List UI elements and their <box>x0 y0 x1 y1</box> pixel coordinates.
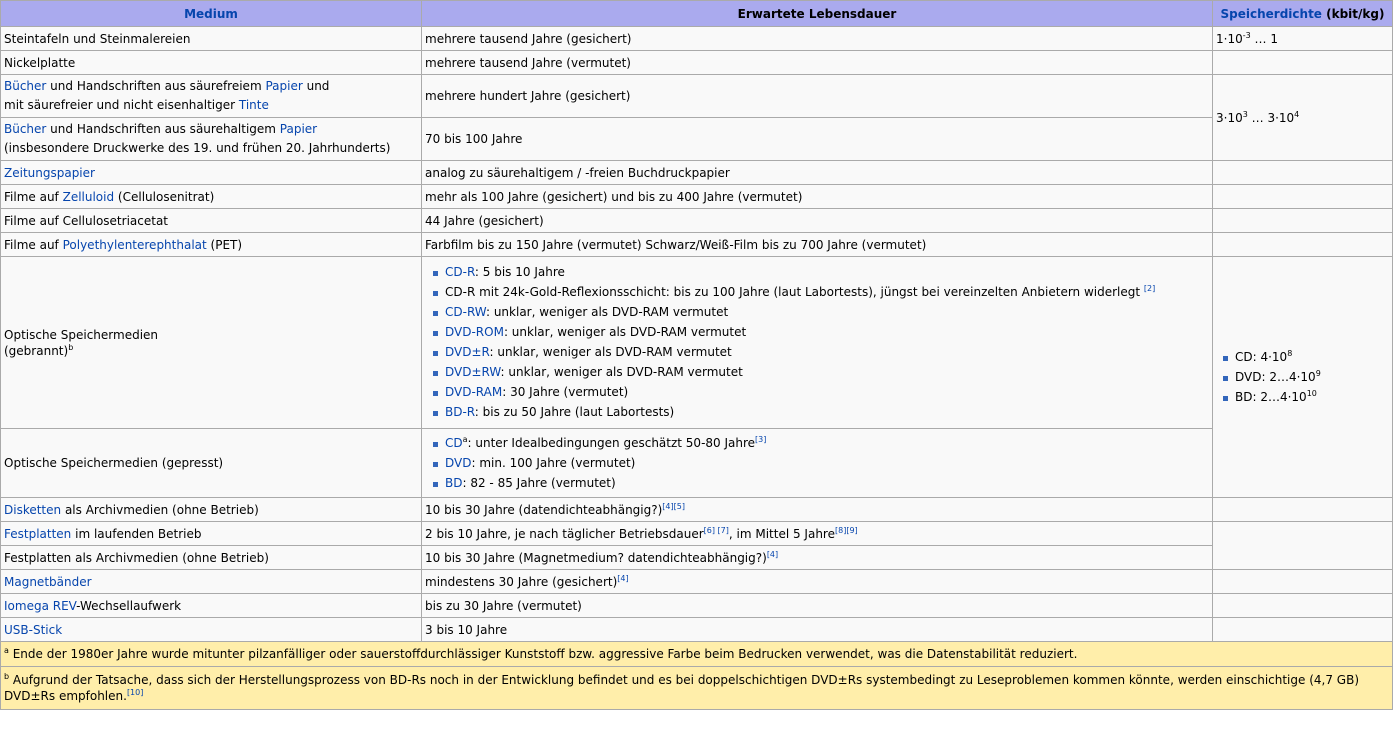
medium-text: (Cellulosenitrat) <box>114 189 215 204</box>
dvd-rw-link[interactable]: DVD±RW <box>445 365 501 379</box>
medium-text: -Wechsellaufwerk <box>76 598 182 613</box>
ref-link[interactable]: [10] <box>126 688 144 697</box>
table-row <box>1 118 1393 161</box>
item-text: : 5 bis 10 Jahre <box>474 265 565 279</box>
footnote-mark[interactable]: a <box>4 646 9 655</box>
ref-link[interactable]: [7] <box>715 525 729 535</box>
footnote-mark[interactable]: b <box>4 672 10 681</box>
density-exp: -3 <box>1242 30 1251 40</box>
footnote-mark[interactable]: b <box>68 342 74 352</box>
density-cell <box>1213 185 1393 209</box>
life-text: 2 bis 10 Jahre, je nach täglicher Betriebsdauer <box>425 526 704 541</box>
list-item <box>445 475 1209 492</box>
density-cell <box>1213 594 1393 618</box>
item-text: : 82 - 85 Jahre (vermutet) <box>462 476 616 490</box>
life-text: 10 bis 30 Jahre (Magnetmedium? datendichteabhängig?) <box>425 550 767 565</box>
medium-text: (gebrannt) <box>4 343 69 358</box>
list-item <box>445 455 1209 472</box>
life-cell <box>422 257 1213 429</box>
life-cell <box>422 429 1213 498</box>
paper-link[interactable]: Papier <box>265 79 303 93</box>
list-item <box>445 264 1209 281</box>
life-cell: mehrere tausend Jahre (gesichert) <box>422 27 1213 51</box>
medium-text: Optische Speichermedien <box>4 327 159 342</box>
optical-density-list <box>1216 349 1389 406</box>
medium-text: Filme auf <box>4 237 63 252</box>
diskettes-link[interactable]: Disketten <box>4 502 62 517</box>
density-cell <box>1213 522 1393 570</box>
footnote-mark[interactable]: a <box>462 435 468 444</box>
dvd-r-link[interactable]: DVD±R <box>445 345 490 359</box>
life-text: mindestens 30 Jahre (gesichert) <box>425 574 618 589</box>
footnote-a <box>1 642 1393 667</box>
celluloid-link[interactable]: Zelluloid <box>62 189 115 204</box>
medium-text: Filme auf <box>4 189 63 204</box>
medium-cell <box>1 594 422 618</box>
life-cell <box>422 546 1213 570</box>
list-item <box>445 384 1209 401</box>
density-cell <box>1213 209 1393 233</box>
medium-cell <box>1 118 422 161</box>
item-text: : unklar, weniger als DVD-RAM vermutet <box>485 305 729 319</box>
footnote-row <box>1 642 1393 667</box>
life-cell: mehr als 100 Jahre (gesichert) und bis zu 400 Jahre (vermutet) <box>422 185 1213 209</box>
cd-rw-link[interactable]: CD-RW <box>445 305 486 319</box>
density-cell <box>1213 51 1393 75</box>
medium-cell <box>1 618 422 642</box>
density-exp: 9 <box>1315 368 1321 378</box>
life-cell <box>422 498 1213 522</box>
footnote-text: Ende der 1980er Jahre wurde mitunter pilzanfälliger oder sauerstoffdurchlässiger Kunststoff bzw. aggressive Farbe beim Bedrucken verwendet, was die Datenstabilität reduziert. <box>8 647 1078 661</box>
density-base: 1·10 <box>1216 31 1243 46</box>
medium-text: mit säurefreier und nicht eisenhaltiger <box>4 98 239 112</box>
table-header-row <box>1 1 1393 27</box>
table-row <box>1 594 1393 618</box>
footnote-row <box>1 667 1393 710</box>
list-item <box>445 324 1209 341</box>
density-cell <box>1213 498 1393 522</box>
density-mid: … <box>1247 110 1268 125</box>
footnote-b <box>1 667 1393 710</box>
ref-link[interactable]: [2] <box>1143 284 1156 293</box>
usb-link[interactable]: USB-Stick <box>4 622 63 637</box>
ref-link[interactable]: [6] <box>703 525 715 535</box>
newsprint-link[interactable]: Zeitungspapier <box>4 165 95 180</box>
ref-link[interactable]: [4] <box>617 573 629 583</box>
density-exp: 3 <box>1242 109 1248 119</box>
ref-link[interactable]: [4][5] <box>662 501 685 511</box>
books-link[interactable]: Bücher <box>4 122 47 136</box>
ref-link[interactable]: [3] <box>755 435 767 444</box>
density-tail: … 1 <box>1250 31 1278 46</box>
life-cell: bis zu 30 Jahre (vermutet) <box>422 594 1213 618</box>
medium-text: und Handschriften aus säurefreiem <box>46 79 266 93</box>
medium-cell <box>1 233 422 257</box>
cd-link[interactable]: CD <box>445 436 463 450</box>
table-row <box>1 51 1393 75</box>
list-item <box>445 435 1209 452</box>
life-cell <box>422 522 1213 546</box>
life-cell: mehrere hundert Jahre (gesichert) <box>422 75 1213 118</box>
item-text: : unklar, weniger als DVD-RAM vermutet <box>500 365 743 379</box>
medium-cell <box>1 498 422 522</box>
list-item <box>1235 389 1389 406</box>
life-cell: mehrere tausend Jahre (vermutet) <box>422 51 1213 75</box>
density-cell <box>1213 618 1393 642</box>
density-unit: (kbit/kg) <box>1321 6 1385 21</box>
density-cell <box>1213 161 1393 185</box>
density-label: CD: 4·10 <box>1235 349 1288 364</box>
paper-link[interactable]: Papier <box>279 122 318 136</box>
header-medium[interactable] <box>1 1 422 27</box>
table-row <box>1 257 1393 429</box>
medium-text: als Archivmedien (ohne Betrieb) <box>61 502 259 517</box>
density-label: DVD: 2…4·10 <box>1235 369 1316 384</box>
table-row <box>1 75 1393 118</box>
item-text: : 30 Jahre (vermutet) <box>502 385 629 399</box>
medium-cell <box>1 75 422 118</box>
bd-link[interactable]: BD <box>445 476 463 490</box>
life-cell: analog zu säurehaltigem / -freien Buchdruckpapier <box>422 161 1213 185</box>
medium-cell <box>1 161 422 185</box>
table-row <box>1 27 1393 51</box>
medium-text: und Handschriften aus säurehaltigem <box>46 122 280 136</box>
list-item <box>445 364 1209 381</box>
table-row <box>1 185 1393 209</box>
life-cell: Farbfilm bis zu 150 Jahre (vermutet) Schwarz/Weiß-Film bis zu 700 Jahre (vermutet) <box>422 233 1213 257</box>
density-cell <box>1213 257 1393 498</box>
table-row <box>1 498 1393 522</box>
header-medium-link[interactable]: Medium <box>184 6 238 21</box>
medium-cell <box>1 257 422 429</box>
pressed-media-list <box>425 435 1209 492</box>
item-text: : unklar, weniger als DVD-RAM vermutet <box>503 325 747 339</box>
medium-cell: Steintafeln und Steinmalereien <box>1 27 422 51</box>
list-item <box>445 284 1209 301</box>
life-cell: 3 bis 10 Jahre <box>422 618 1213 642</box>
medium-text: (insbesondere Druckwerke des 19. und frühen 20. Jahrhunderts) <box>4 141 391 155</box>
density-cell <box>1213 27 1393 51</box>
medium-cell: Nickelplatte <box>1 51 422 75</box>
table-row <box>1 546 1393 570</box>
table-row <box>1 618 1393 642</box>
life-cell: 70 bis 100 Jahre <box>422 118 1213 161</box>
ref-link[interactable]: [8][9] <box>834 525 858 535</box>
dvd-rom-link[interactable]: DVD-ROM <box>445 325 504 339</box>
item-text: : unklar, weniger als DVD-RAM vermutet <box>489 345 732 359</box>
density-exp: 8 <box>1287 348 1293 358</box>
density-cell <box>1213 75 1393 161</box>
books-link[interactable]: Bücher <box>4 79 47 93</box>
medium-text: (PET) <box>206 237 243 252</box>
medium-cell: Festplatten als Archivmedien (ohne Betrieb) <box>1 546 422 570</box>
header-lifetime: Erwartete Lebensdauer <box>422 1 1213 27</box>
iomega-link[interactable]: Iomega REV <box>4 598 77 613</box>
pet-link[interactable]: Polyethylenterephthalat <box>62 237 207 252</box>
table-row <box>1 570 1393 594</box>
density-cell <box>1213 233 1393 257</box>
dvd-link[interactable]: DVD <box>445 456 472 470</box>
medium-cell <box>1 522 422 546</box>
medium-text: im laufenden Betrieb <box>71 526 202 541</box>
density-base: 3·10 <box>1267 110 1295 125</box>
table-row <box>1 209 1393 233</box>
medium-cell <box>1 185 422 209</box>
header-density <box>1213 1 1393 27</box>
density-exp: 10 <box>1306 388 1317 398</box>
tapes-link[interactable]: Magnetbänder <box>4 574 92 589</box>
ref-link[interactable]: [4] <box>766 549 779 559</box>
list-item <box>445 304 1209 321</box>
life-cell: 44 Jahre (gesichert) <box>422 209 1213 233</box>
dvd-ram-link[interactable]: DVD-RAM <box>445 385 503 399</box>
medium-cell: Filme auf Cellulosetriacetat <box>1 209 422 233</box>
bd-r-link[interactable]: BD-R <box>445 405 475 419</box>
footnote-text: Aufgrund der Tatsache, dass sich der Herstellungsprozess von BD-Rs noch in der Entwicklung befindet und es bei doppelschichtigen DVD±Rs systembedingt zu Leseproblemen kommen könnte, werden einschichtige (4,7 GB) DVD±Rs empfohlen. <box>4 673 1359 703</box>
item-text: : unter Idealbedingungen geschätzt 50-80 Jahre <box>467 436 756 450</box>
density-base: 3·10 <box>1216 110 1243 125</box>
item-text: : min. 100 Jahre (vermutet) <box>471 456 636 470</box>
medium-cell: Optische Speichermedien (gepresst) <box>1 429 422 498</box>
life-cell <box>422 570 1213 594</box>
density-cell <box>1213 570 1393 594</box>
list-item <box>1235 349 1389 366</box>
item-text: : bis zu 50 Jahre (laut Labortests) <box>474 405 675 419</box>
life-text: , im Mittel 5 Jahre <box>728 526 835 541</box>
density-link[interactable]: Speicherdichte <box>1220 6 1322 21</box>
table-row <box>1 522 1393 546</box>
density-label: BD: 2…4·10 <box>1235 389 1307 404</box>
medium-cell <box>1 570 422 594</box>
burned-media-list <box>425 264 1209 421</box>
table-row <box>1 233 1393 257</box>
table-row <box>1 161 1393 185</box>
ink-link[interactable]: Tinte <box>238 98 269 112</box>
life-text: 10 bis 30 Jahre (datendichteabhängig?) <box>425 502 663 517</box>
item-text: CD-R mit 24k-Gold-Reflexionsschicht: bis zu 100 Jahre (laut Labortests), jüngst bei vereinzelten Anbietern widerlegt <box>445 285 1144 299</box>
table-row <box>1 429 1393 498</box>
medium-text: und <box>302 79 330 93</box>
cd-r-link[interactable]: CD-R <box>445 265 475 279</box>
list-item <box>1235 369 1389 386</box>
list-item <box>445 404 1209 421</box>
density-exp: 4 <box>1294 109 1300 119</box>
hdd-link[interactable]: Festplatten <box>4 526 72 541</box>
list-item <box>445 344 1209 361</box>
